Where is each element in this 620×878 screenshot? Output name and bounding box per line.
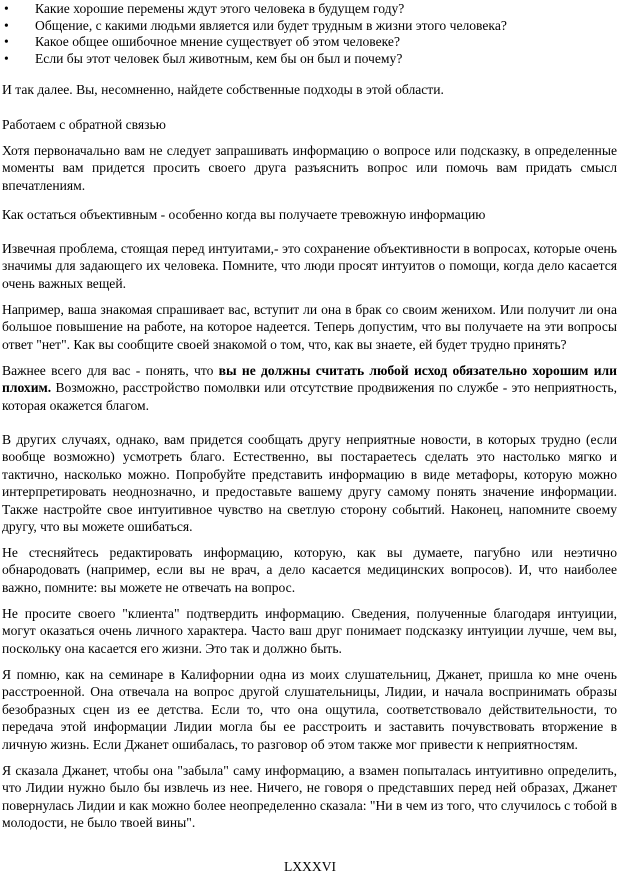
emphasis-text: вы не должны считать любой исход обязательно хорошим или плохим. <box>2 363 617 396</box>
paragraph-3: Хотя первоначально вам не следует запрашивать информацию о вопросе или подсказку, в определенные моменты вам придется просить своего друга разъяснить вопрос или помочь вам придать смысл впечатлениям. <box>2 143 617 193</box>
paragraph-9: Не стесняйтесь редактировать информацию, которую, как вы думаете, пагубно или неэтично обнародовать (например, если вы не врач, а дело касается медицинских вопросов). И, что наиболее важно, помните: вы можете не отвечать на вопрос. <box>2 545 617 595</box>
question-list <box>4 0 616 66</box>
paragraph-8: В других случаях, однако, вам придется сообщать другу неприятные новости, в которых трудно (если вообще возможно) усмотреть благо. Естественно, вы постараетесь сделать это настолько мягко и тактично, насколько можно. Попробуйте представить информацию в виде метафоры, которую можно интерпретировать неоднозначно, и предоставьте вашему другу самому понять значение информации. Также настройте свое интуитивное чувство на светлую сторону событий. Наконец, напомните своему другу, что вы можете ошибаться. <box>2 432 617 535</box>
paragraph-6: Например, ваша знакомая спрашивает вас, вступит ли она в брак со своим женихом. Или получит ли она большое повышение на работе, на которое надеется. Теперь допустим, что вы получаете на эти вопросы ответ "нет". Как вы сообщите своей знакомой о том, что, как вы знаете, ей будет трудно принять? <box>2 302 617 352</box>
list-item: • Какие хорошие перемены ждут этого человека в будущем году? <box>4 1 405 16</box>
paragraph-5: Извечная проблема, стоящая перед интуитами,- это сохранение объективности в вопросах, которые очень значимы для задающего их человека. Помните, что люди просят интуитов о помощи, когда дело касается очень важных вещей. <box>2 241 617 291</box>
bullet-icon: • <box>4 17 9 33</box>
list-item: • Общение, с какими людьми является или будет трудным в жизни этого человека? <box>4 17 507 33</box>
paragraph-10: Не просите своего "клиента" подтвердить информацию. Сведения, полученные благодаря интуиции, могут оказаться очень личного характера. Часто ваш друг понимает подсказку интуиции лучше, чем вы, поскольку она касается его жизни. Это так и должно быть. <box>2 606 617 656</box>
paragraph-1: И так далее. Вы, несомненно, найдете собственные подходы в этой области. <box>2 82 444 97</box>
list-item: • Какое общее ошибочное мнение существует об этом человеке? <box>4 34 400 50</box>
section-heading-feedback: Работаем с обратной связью <box>2 117 166 132</box>
bullet-icon: • <box>4 34 9 50</box>
paragraph-12: Я сказала Джанет, чтобы она "забыла" саму информацию, а взамен попыталась интуитивно определить, что Лидии нужно было бы извлечь из нее. Ничего, не говоря о представших перед ней образах, Джанет повернулась Лидии и как можно более неопределенно сказала: "Ни в чем из того, что случилось с тобой в молодости, не было твоей вины". <box>2 763 617 831</box>
bullet-icon: • <box>4 1 9 16</box>
paragraph-11: Я помню, как на семинаре в Калифорнии одна из моих слушательниц, Джанет, пришла ко мне очень расстроенной. Она отвечала на вопрос другой слушательницы, Лидии, и начала воспринимать образы безобразных сцен из ее детства. Если то, что она ощутила, соответствовало действительности, то передача этой информации Лидии могла бы ее расстроить и заставить почувствовать вторжение в личную жизнь. Если Джанет ошибалась, то разговор об этом также мог привести к неприятностям. <box>2 667 617 752</box>
bullet-icon: • <box>4 50 9 66</box>
list-item: • Если бы этот человек был животным, кем бы он был и почему? <box>4 50 403 66</box>
page-number: LXXXVI <box>283 859 337 874</box>
paragraph-7: Важнее всего для вас - понять, что вы не должны считать любой исход обязательно хорошим или плохим. Возможно, расстройство помолвки или отсутствие продвижения по службе - это неприятность, которая окажется благом. <box>2 363 617 413</box>
section-heading-objectivity: Как остаться объективным - особенно когда вы получаете тревожную информацию <box>2 207 486 222</box>
